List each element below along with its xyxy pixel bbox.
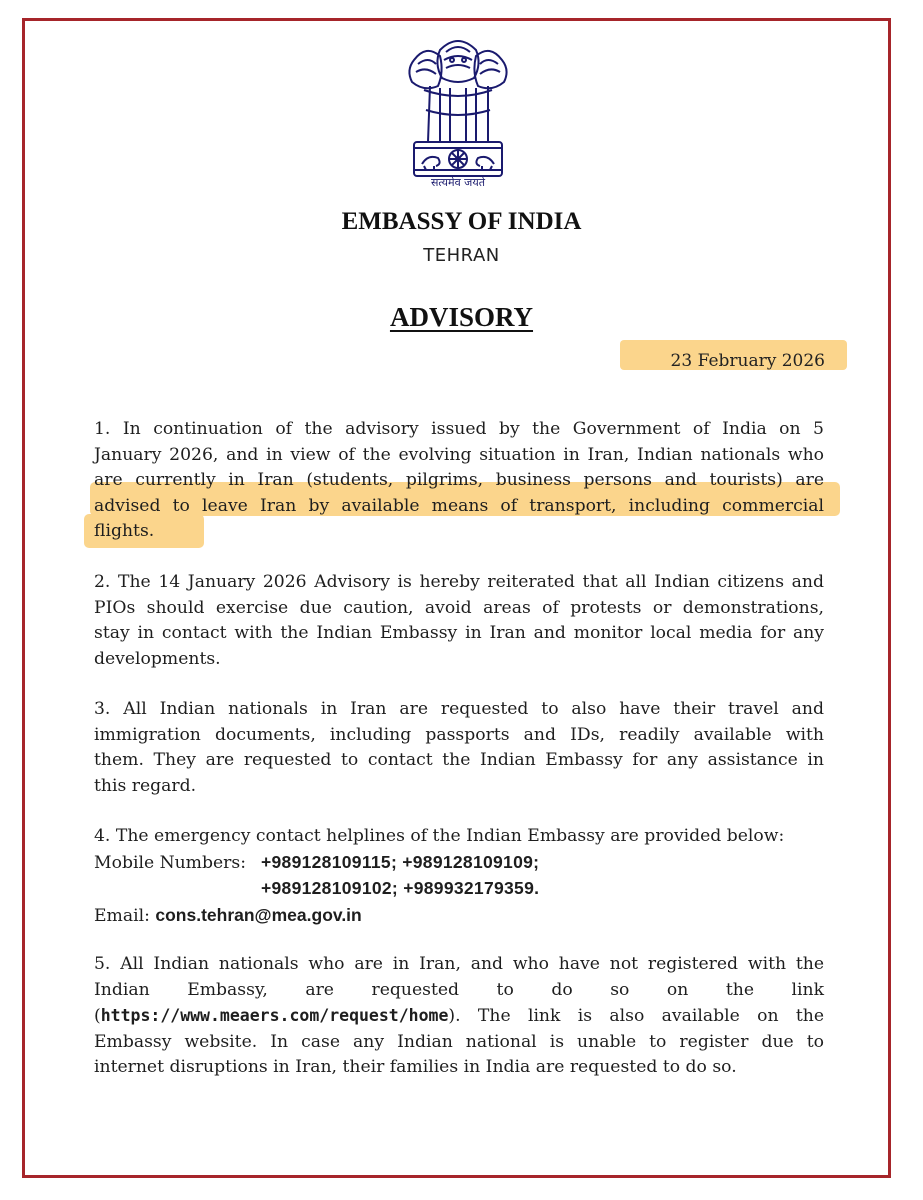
email-address[interactable]: cons.tehran@mea.gov.in	[155, 904, 362, 925]
paragraph-line: immigration documents, including passports and IDs, readily available with	[94, 724, 824, 745]
paragraph-line: internet disruptions in Iran, their families in India are requested to do so.	[94, 1057, 737, 1077]
paragraph-line: 2. The 14 January 2026 Advisory is hereby reiterated that all Indian citizens and	[94, 572, 824, 592]
paragraph-2	[94, 570, 824, 672]
national-motto: सत्यमेव जयते	[430, 176, 485, 189]
registration-link[interactable]: https://www.meaers.com/request/home	[100, 1006, 449, 1025]
paragraph-5	[94, 952, 824, 1081]
paragraph-line: this regard.	[94, 775, 197, 796]
mobile-numbers-line-2[interactable]: +989128109102; +989932179359.	[261, 878, 540, 898]
paragraph-line: are currently in Iran (students, pilgrims, business persons and tourists) are	[94, 470, 824, 490]
mobile-label: Mobile Numbers:	[94, 852, 246, 873]
embassy-title: EMBASSY OF INDIA	[341, 208, 582, 235]
mobile-numbers-line-1[interactable]: +989128109115; +989128109109;	[261, 851, 540, 872]
paragraph-line-with-link: (https://www.meaers.com/request/home). The link is also available on the	[94, 1006, 824, 1026]
email-row	[94, 903, 824, 930]
mobile-row	[94, 850, 824, 877]
paragraph-4	[94, 824, 824, 929]
embassy-city: TEHRAN	[423, 245, 500, 266]
document-heading: ADVISORY	[389, 302, 534, 332]
mobile-row	[94, 876, 824, 903]
paragraph-line: January 2026, and in view of the evolving situation in Iran, Indian nationals who	[94, 444, 824, 465]
advisory-date: 23 February 2026	[670, 351, 825, 371]
paragraph-line: 1. In continuation of the advisory issued by the Government of India on 5	[94, 419, 824, 439]
paragraph-line: 3. All Indian nationals in Iran are requested to also have their travel and	[94, 699, 824, 719]
national-emblem-icon	[400, 30, 516, 194]
email-label: Email:	[94, 905, 150, 926]
paragraph-line: Embassy website. In case any Indian national is unable to register due to	[94, 1031, 824, 1052]
paragraph-line: Indian Embassy, are requested to do so on the link	[94, 979, 824, 1000]
paragraph-line: developments.	[94, 648, 221, 669]
paragraph-line: flights.	[94, 521, 155, 541]
paragraph-line: stay in contact with the Indian Embassy in Iran and monitor local media for any	[94, 623, 824, 643]
paragraph-line: them. They are requested to contact the Indian Embassy for any assistance in	[94, 750, 824, 770]
paragraph-3	[94, 697, 824, 799]
paragraph-1	[94, 417, 824, 545]
paragraph-line: 5. All Indian nationals who are in Iran, and who have not registered with the	[94, 954, 824, 974]
helpline-intro: 4. The emergency contact helplines of the Indian Embassy are provided below:	[94, 826, 785, 846]
paragraph-line: advised to leave Iran by available means of transport, including commercial	[94, 495, 824, 516]
paragraph-line: PIOs should exercise due caution, avoid areas of protests or demonstrations,	[94, 597, 824, 618]
